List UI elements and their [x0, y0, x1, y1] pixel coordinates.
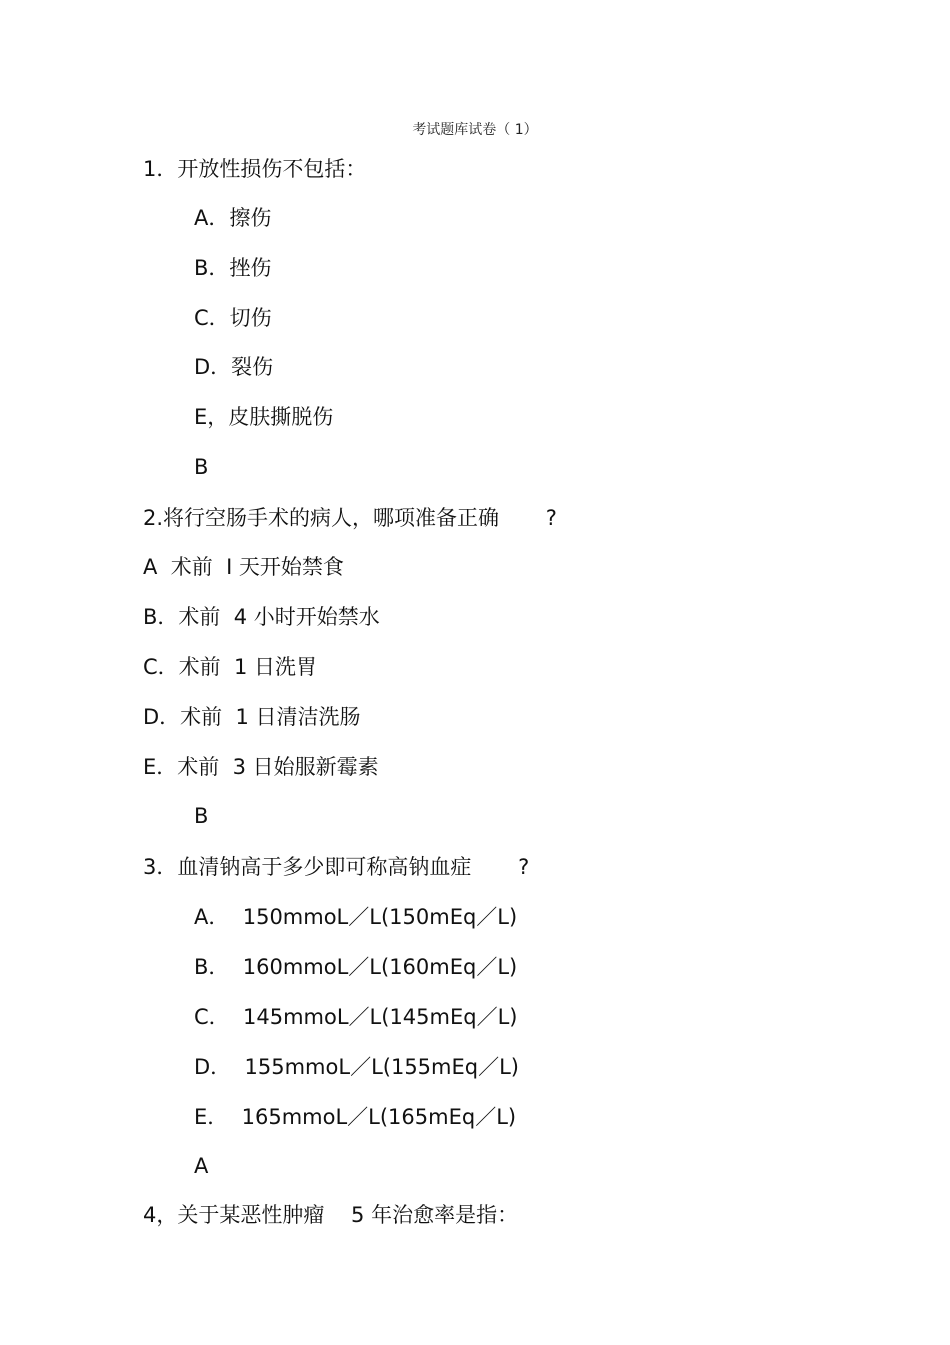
question-3-option-a: A． 150mmoL／L(150mEq／L) — [194, 905, 518, 929]
question-2-option-a: A 术前 I 天开始禁食 — [143, 555, 344, 579]
question-3-option-b: B． 160mmoL／L(160mEq／L) — [194, 955, 518, 979]
question-1-option-a: A．擦伤 — [194, 206, 272, 230]
question-2: 2.将行空肠手术的病人，哪项准备正确 ? — [143, 506, 557, 530]
question-2-option-c: C．术前 1 日洗胃 — [143, 655, 318, 679]
question-3-option-d: D． 155mmoL／L(155mEq／L) — [194, 1055, 519, 1079]
question-4: 4，关于某恶性肿瘤 5 年治愈率是指： — [143, 1203, 519, 1227]
question-2-option-d: D．术前 1 日清洁洗肠 — [143, 705, 361, 729]
question-3-answer: A — [194, 1154, 209, 1178]
question-3: 3．血清钠高于多少即可称高钠血症 ? — [143, 855, 530, 879]
question-1-answer: B — [194, 455, 209, 479]
question-2-option-e: E．术前 3 日始服新霉素 — [143, 755, 379, 779]
question-1-option-e: E，皮肤撕脱伤 — [194, 405, 334, 429]
question-3-option-c: C． 145mmoL／L(145mEq／L) — [194, 1005, 518, 1029]
question-1-option-b: B．挫伤 — [194, 256, 272, 280]
question-2-option-b: B．术前 4 小时开始禁水 — [143, 605, 380, 629]
question-1-option-c: C．切伤 — [194, 306, 272, 330]
question-1: 1．开放性损伤不包括： — [143, 157, 367, 181]
question-1-option-d: D．裂伤 — [194, 355, 274, 379]
page-title: 考试题库试卷（ 1） — [412, 122, 538, 138]
question-2-answer: B — [194, 804, 209, 828]
question-3-option-e: E． 165mmoL／L(165mEq／L) — [194, 1105, 517, 1129]
